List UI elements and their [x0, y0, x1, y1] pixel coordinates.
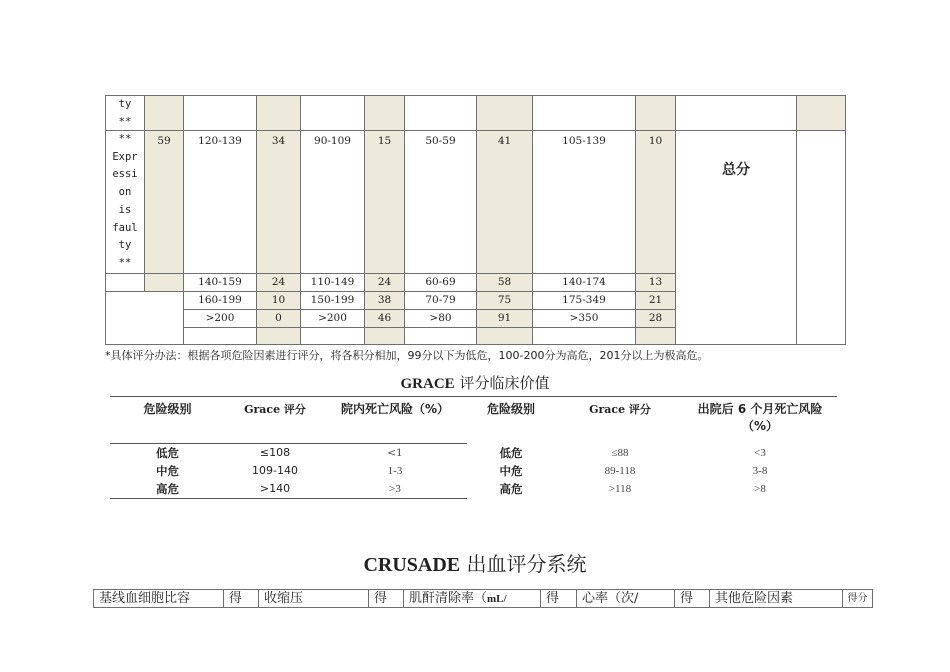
header-in-hospital-risk: 院内死亡风险（%） — [340, 402, 450, 416]
risk-level: 低危 — [156, 446, 179, 460]
six-month-risk: 3-8 — [752, 465, 768, 477]
table-cell — [183, 327, 257, 345]
sbp-range: 150-199 — [300, 291, 365, 310]
table-cell — [144, 273, 184, 292]
c3-range: 70-79 — [404, 291, 477, 310]
scoring-note: *具体评分办法：根据各项危险因素进行评分，将各积分相加，99分以下为低危，100-200分为高危，201分以上为极高危。 — [105, 349, 709, 362]
hr-range: >200 — [183, 309, 257, 328]
c4-range: 105-139 — [532, 130, 636, 274]
hr-range: 140-159 — [183, 273, 257, 292]
c4-range: 140-174 — [532, 273, 636, 292]
table-cell — [256, 327, 301, 345]
c3-score: 58 — [476, 273, 533, 292]
table-cell — [532, 327, 636, 345]
table-cell — [105, 291, 184, 345]
systolic-bp-header: 收缩压 — [258, 589, 369, 608]
six-month-risk: <3 — [754, 447, 766, 459]
risk-level: 中危 — [156, 464, 179, 478]
table-cell — [300, 327, 365, 345]
age-score: 59 — [144, 130, 184, 274]
creatinine-clearance-label: 肌酐清除率（ — [409, 591, 488, 606]
header-risk-level: 危险级别 — [143, 402, 192, 416]
crusade-title — [0, 548, 950, 577]
grace-title-bold: GRACE — [400, 376, 455, 392]
table-cell — [404, 95, 477, 131]
c3-range: 60-69 — [404, 273, 477, 292]
table-cell — [364, 95, 405, 131]
heart-rate-header: 心率（次/ — [576, 589, 675, 608]
sbp-score: 46 — [364, 309, 405, 328]
grace-score: 109-140 — [252, 464, 298, 477]
table-cell — [476, 327, 533, 345]
risk-level-2: 中危 — [499, 464, 523, 478]
sbp-score: 15 — [364, 130, 405, 274]
header-grace-score-2: Grace 评分 — [589, 403, 651, 416]
in-hospital-risk: 1-3 — [387, 465, 403, 477]
hr-score: 10 — [256, 291, 301, 310]
table-cell — [300, 95, 365, 131]
crusade-title-rest: 出血评分系统 — [460, 552, 587, 576]
table-cell — [364, 327, 405, 345]
header-grace-score: Grace 评分 — [244, 403, 306, 416]
c4-score: 13 — [635, 273, 676, 292]
creatinine-clearance-unit: mL/ — [487, 593, 507, 605]
c3-range: >80 — [404, 309, 477, 328]
in-hospital-risk: <1 — [387, 447, 403, 459]
hr-score: 0 — [256, 309, 301, 328]
table-cell — [635, 327, 676, 345]
grace-score-2: >118 — [608, 483, 632, 495]
c3-range: 50-59 — [404, 130, 477, 274]
c4-score: 21 — [635, 291, 676, 310]
c3-score: 41 — [476, 130, 533, 274]
table-cell — [532, 95, 636, 131]
total-score-value — [796, 130, 846, 345]
risk-level-2: 高危 — [499, 482, 523, 496]
creatinine-clearance-header — [403, 589, 541, 608]
table-top-rule — [110, 396, 837, 397]
grace-score-2: 89-118 — [604, 465, 636, 477]
hr-range: 160-199 — [183, 291, 257, 310]
table-cell — [404, 327, 477, 345]
header-risk-level-2: 危险级别 — [486, 402, 535, 416]
sbp-range: 90-109 — [300, 130, 365, 274]
six-month-risk: >8 — [754, 483, 766, 495]
grace-score-2: ≤88 — [611, 447, 629, 459]
grace-score: ≤108 — [259, 446, 291, 459]
score-header: 得 — [223, 589, 259, 608]
grace-title-rest: 评分临床价值 — [454, 374, 550, 392]
score-header: 得分 — [842, 589, 873, 608]
table-cell — [675, 95, 797, 131]
table-cell — [144, 95, 184, 131]
grace-score: >140 — [259, 482, 291, 495]
table-cell — [476, 95, 533, 131]
sbp-score: 38 — [364, 291, 405, 310]
grace-value-title — [0, 372, 950, 393]
table-cell — [105, 273, 145, 292]
header-six-month-risk: 出院后 6 个月死亡风险 （%） — [697, 402, 823, 433]
row-label-top: ty ** — [105, 95, 145, 131]
baseline-hematocrit-header: 基线血细胞比容 — [93, 589, 224, 608]
hr-score: 34 — [256, 130, 301, 274]
risk-level: 高危 — [156, 482, 179, 496]
sbp-range: 110-149 — [300, 273, 365, 292]
sbp-score: 24 — [364, 273, 405, 292]
total-score-label: 总分 — [675, 130, 797, 345]
table-cell — [796, 95, 846, 131]
c4-range: >350 — [532, 309, 636, 328]
table-cell — [183, 95, 257, 131]
hr-score: 24 — [256, 273, 301, 292]
table-cell — [635, 95, 676, 131]
table-cell — [256, 95, 301, 131]
in-hospital-risk: >3 — [389, 483, 401, 495]
c4-range: 175-349 — [532, 291, 636, 310]
hr-range: 120-139 — [183, 130, 257, 274]
score-header: 得 — [368, 589, 404, 608]
other-risk-factors-header: 其他危险因素 — [709, 589, 843, 608]
score-header: 得 — [540, 589, 577, 608]
risk-level-2: 低危 — [499, 446, 523, 460]
c3-score: 75 — [476, 291, 533, 310]
row-label-main: ** Expr essi on is faul ty ** — [105, 130, 145, 274]
c4-score: 10 — [635, 130, 676, 274]
sbp-range: >200 — [300, 309, 365, 328]
c3-score: 91 — [476, 309, 533, 328]
c4-score: 28 — [635, 309, 676, 328]
crusade-title-bold: CRUSADE — [363, 554, 461, 576]
score-header: 得 — [674, 589, 710, 608]
